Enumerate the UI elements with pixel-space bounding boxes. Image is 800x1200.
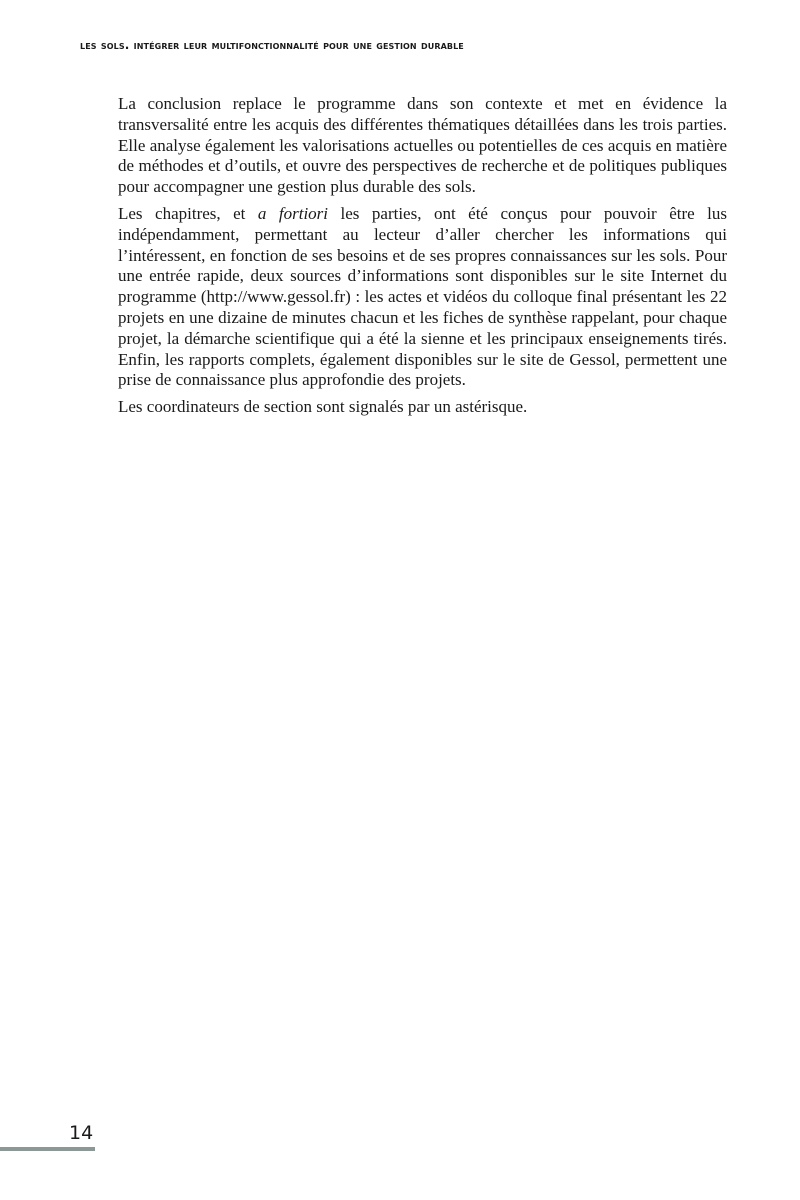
paragraph-chapters-italic: a fortiori — [257, 203, 329, 223]
page-number: 14 — [69, 1122, 94, 1144]
body-text — [118, 94, 727, 424]
paragraph-coordinators-text: Les coordinateurs de section sont signalés par un astérisque. — [118, 397, 528, 417]
paragraph-conclusion — [118, 94, 727, 198]
paragraph-chapters-rest: les parties, ont été conçus pour pouvoir être lus indépendamment, permettant au lecteur d’aller chercher les informations qui l’intéressent, en fonction de ses besoins et de ses propres connaissances sur les sols. Pour une entrée rapide, deux sources d’informations sont disponibles sur le site Internet du programme (http://www.gessol.fr) : les actes et vidéos du colloque final présentant les 22 projets en une dizaine de minutes chacun et les fiches de synthèse rappelant, pour chaque projet, la démarche scientifique qui a été la sienne et les principaux enseignements tirés. Enfin, les rapports complets, également disponibles sur le site de Gessol, permettent une prise de connaissance plus approfondie des projets. — [118, 203, 727, 390]
paragraph-chapters — [118, 204, 727, 391]
paragraph-chapters-start: Les chapitres, et — [118, 203, 258, 223]
running-header-title: les sols. intégrer leur multifonctionnalité pour une gestion durable — [80, 38, 464, 52]
paragraph-coordinators — [118, 397, 727, 418]
paragraph-conclusion-text: La conclusion replace le programme dans son contexte et met en évidence la transversalité entre les acquis des différentes thématiques détaillées dans les trois parties. Elle analyse également les valorisations actuelles ou potentielles de ces acquis en matière de méthodes et d’outils, et ouvre des perspectives de recherche et de politiques publiques pour accompagner une gestion plus durable des sols. — [118, 94, 727, 197]
running-header — [80, 38, 464, 52]
page-number-rule — [0, 1147, 95, 1151]
